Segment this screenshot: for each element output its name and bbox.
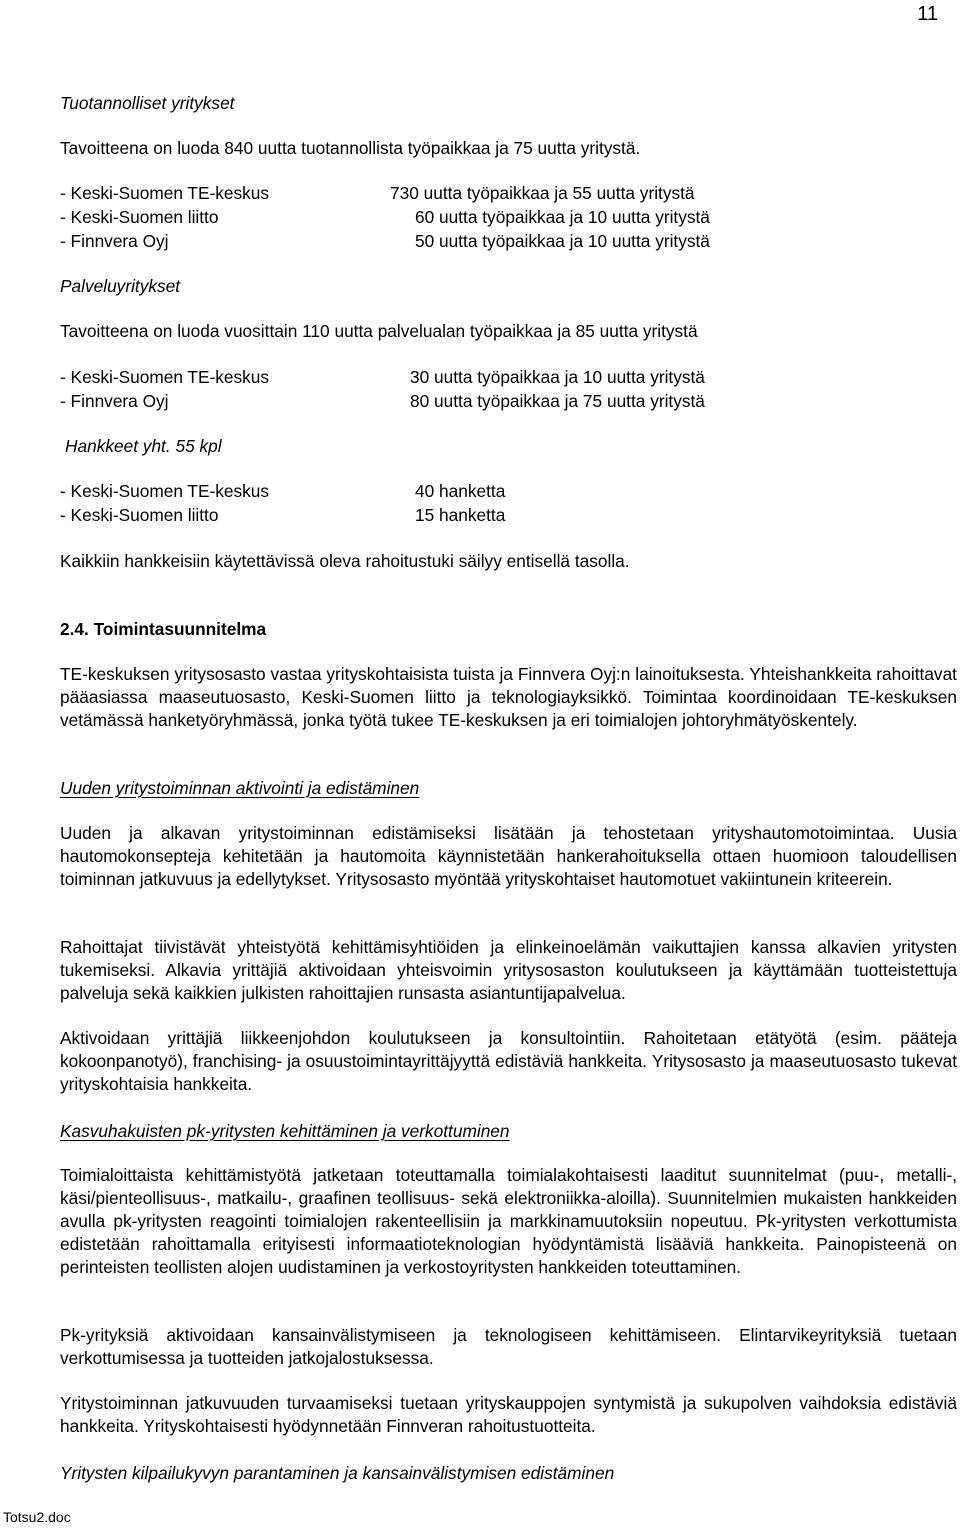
target-value: 15 hanketta xyxy=(415,505,506,525)
org-label: - Finnvera Oyj xyxy=(60,231,169,251)
org-label: - Keski-Suomen liitto xyxy=(60,505,219,525)
target-value: 60 uutta työpaikkaa ja 10 uutta yritystä xyxy=(415,207,710,227)
subsection-heading: Uuden yritystoiminnan aktivointi ja edistäminen xyxy=(60,778,420,798)
org-label: - Keski-Suomen TE-keskus xyxy=(60,183,270,203)
body-paragraph: TE-keskuksen yritysosasto vastaa yrityskohtaisista tuista ja Finnvera Oyj:n lainoituksesta. Yhteishankkeita rahoittavat pääasiassa maaseutuosasto, Keski-Suomen liitto ja teknologiayksikkö. Toimintaa koordinoidaan TE-keskuksen vetämässä hanketyöryhmässä, jonka työtä tukee TE-keskuksen ja eri toimialojen johtoryhmätyöskentely. xyxy=(60,664,957,730)
body-paragraph: Aktivoidaan yrittäjiä liikkeenjohdon koulutukseen ja konsultointiin. Rahoitetaan etätyötä (esim. pääteja kokoonpanotyö), franchising- ja osuustoimintayrittäjyyttä edistäviä hankkeita. Yritysosasto ja maaseutuosasto tukevat yrityskohtaisia hankkeita. xyxy=(60,1028,957,1094)
subsection-heading: Kasvuhakuisten pk-yritysten kehittäminen ja verkottuminen xyxy=(60,1121,510,1141)
org-label: - Finnvera Oyj xyxy=(60,391,169,411)
target-value: 30 uutta työpaikkaa ja 10 uutta yritystä xyxy=(410,367,705,387)
target-value: 730 uutta työpaikkaa ja 55 uutta yritystä xyxy=(390,183,695,203)
body-paragraph: Yritystoiminnan jatkuvuuden turvaamiseksi tuetaan yrityskauppojen syntymistä ja sukupolven vaihdoksia edistäviä hankkeita. Yrityskohtaisesti hyödynnetään Finnveran rahoitustuotteita. xyxy=(60,1393,957,1436)
footer-filename: Totsu2.doc xyxy=(3,1509,71,1525)
funding-note: Kaikkiin hankkeisiin käytettävissä oleva rahoitustuki säilyy entisellä tasolla. xyxy=(60,551,630,571)
target-value: 50 uutta työpaikkaa ja 10 uutta yritystä xyxy=(415,231,710,251)
org-label: - Keski-Suomen TE-keskus xyxy=(60,367,270,387)
goal-text: Tavoitteena on luoda 840 uutta tuotannollista työpaikkaa ja 75 uutta yritystä. xyxy=(60,138,641,158)
body-paragraph: Rahoittajat tiivistävät yhteistyötä kehittämisyhtiöiden ja elinkeinoelämän vaikuttajien kanssa alkavien yritysten tukemiseksi. Alkavia yrittäjiä aktivoidaan yhteisvoimin yritysosaston koulutukseen ja käyttämään tuotteistettuja palveluja sekä kaikkien julkisten rahoittajien runsasta asiantuntijapalvelua. xyxy=(60,937,957,1003)
target-value: 40 hanketta xyxy=(415,481,506,501)
chapter-heading: 2.4. Toimintasuunnitelma xyxy=(60,619,267,639)
section-heading-tuotannolliset: Tuotannolliset yritykset xyxy=(60,93,235,113)
org-label: - Keski-Suomen liitto xyxy=(60,207,219,227)
body-paragraph: Uuden ja alkavan yritystoiminnan edistämiseksi lisätään ja tehostetaan yrityshautomotoimintaa. Uusia hautomokonsepteja kehitetään ja hautomoita käynnistetään hankerahoituksella ottaen huomioon taloudellisen toiminnan jatkuvuus ja edellytykset. Yritysosasto myöntää yrityskohtaiset hautomotuet vakiintunein kriteerein. xyxy=(60,823,957,889)
section-heading-hankkeet: Hankkeet yht. 55 kpl xyxy=(65,436,222,456)
section-heading-palveluyritykset: Palveluyritykset xyxy=(60,276,181,296)
page-number: 11 xyxy=(917,3,938,25)
body-paragraph: Toimialoittaista kehittämistyötä jatketaan toteuttamalla toimialakohtaisesti laaditut suunnitelmat (puu-, metalli-, käsi/pienteollisuus-, matkailu-, graafinen teollisuus- sekä elektroniikka-aloilla). Suunnitelmien mukaisten hankkeiden avulla pk-yritysten reagointi toimialojen rakenteellisiin ja markkinamuutoksiin nopeutuu. Pk-yritysten verkottumista edistetään rahoittamalla erityisesti informaatioteknologian hyödyntämistä lisääviä hankkeita. Painopisteenä on perinteisten teollisten alojen uudistaminen ja verkostoyritysten hankkeiden toteuttaminen. xyxy=(60,1165,957,1277)
target-value: 80 uutta työpaikkaa ja 75 uutta yritystä xyxy=(410,391,705,411)
org-label: - Keski-Suomen TE-keskus xyxy=(60,481,270,501)
subsection-heading: Yritysten kilpailukyvyn parantaminen ja kansainvälistymisen edistäminen xyxy=(60,1463,615,1483)
goal-text: Tavoitteena on luoda vuosittain 110 uutta palvelualan työpaikkaa ja 85 uutta yritystä xyxy=(60,321,698,341)
body-paragraph: Pk-yrityksiä aktivoidaan kansainvälistymiseen ja teknologiseen kehittämiseen. Elintarvikeyrityksiä tuetaan verkottumisessa ja tuotteiden jatkojalostuksessa. xyxy=(60,1325,957,1368)
